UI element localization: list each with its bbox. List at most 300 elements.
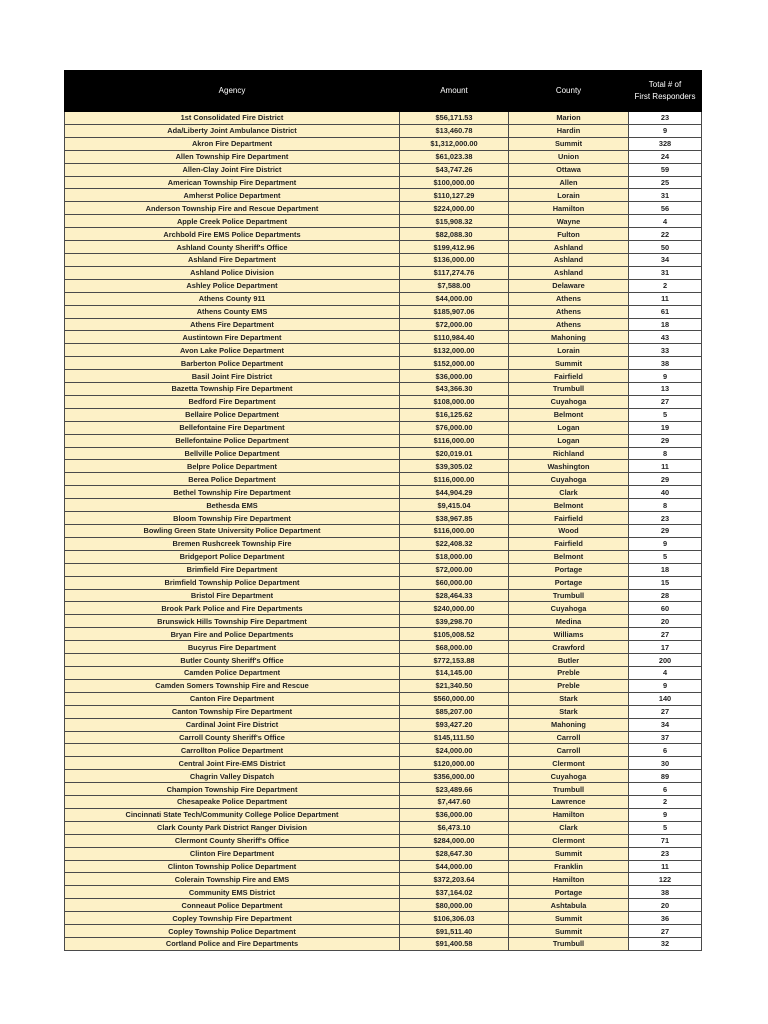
agency-cell: Chagrin Valley Dispatch	[65, 770, 400, 783]
agency-cell: Bellefontaine Police Department	[65, 434, 400, 447]
amount-cell: $9,415.04	[400, 499, 509, 512]
table-row	[65, 486, 702, 499]
responders-cell: 31	[629, 189, 702, 202]
county-cell: Union	[509, 150, 629, 163]
county-cell: Fairfield	[509, 370, 629, 383]
table-row	[65, 731, 702, 744]
responders-cell: 29	[629, 473, 702, 486]
responders-cell: 27	[629, 925, 702, 938]
amount-cell: $24,000.00	[400, 744, 509, 757]
table-row	[65, 886, 702, 899]
county-cell: Cuyahoga	[509, 602, 629, 615]
table-row	[65, 525, 702, 538]
amount-cell: $772,153.88	[400, 654, 509, 667]
table-row	[65, 215, 702, 228]
county-cell: Williams	[509, 628, 629, 641]
responders-cell: 89	[629, 770, 702, 783]
county-cell: Allen	[509, 176, 629, 189]
agency-cell: Bellville Police Department	[65, 447, 400, 460]
county-cell: Logan	[509, 434, 629, 447]
agency-cell: Canton Fire Department	[65, 692, 400, 705]
responders-cell: 2	[629, 279, 702, 292]
county-cell: Belmont	[509, 499, 629, 512]
agency-cell: Copley Township Police Department	[65, 925, 400, 938]
agency-cell: 1st Consolidated Fire District	[65, 112, 400, 125]
county-cell: Richland	[509, 447, 629, 460]
table-header-row	[65, 71, 702, 112]
responders-cell: 24	[629, 150, 702, 163]
responders-cell: 9	[629, 124, 702, 137]
amount-cell: $43,747.26	[400, 163, 509, 176]
amount-cell: $56,171.53	[400, 112, 509, 125]
table-row	[65, 434, 702, 447]
amount-cell: $120,000.00	[400, 757, 509, 770]
agency-cell: Conneaut Police Department	[65, 899, 400, 912]
header-total-responders	[629, 71, 702, 112]
amount-cell: $240,000.00	[400, 602, 509, 615]
agency-cell: Berea Police Department	[65, 473, 400, 486]
responders-cell: 9	[629, 537, 702, 550]
responders-cell: 31	[629, 266, 702, 279]
county-cell: Athens	[509, 305, 629, 318]
agency-cell: Athens County 911	[65, 292, 400, 305]
agency-cell: Cardinal Joint Fire District	[65, 718, 400, 731]
county-cell: Carroll	[509, 731, 629, 744]
responders-cell: 11	[629, 860, 702, 873]
responders-cell: 27	[629, 628, 702, 641]
table-row	[65, 292, 702, 305]
agency-cell: Apple Creek Police Department	[65, 215, 400, 228]
agency-cell: Copley Township Fire Department	[65, 912, 400, 925]
table-row	[65, 654, 702, 667]
county-cell: Summit	[509, 357, 629, 370]
county-cell: Ashtabula	[509, 899, 629, 912]
amount-cell: $372,203.64	[400, 873, 509, 886]
amount-cell: $108,000.00	[400, 395, 509, 408]
table-row	[65, 718, 702, 731]
amount-cell: $82,088.30	[400, 228, 509, 241]
agency-cell: Bellaire Police Department	[65, 408, 400, 421]
table-row	[65, 137, 702, 150]
table-row	[65, 873, 702, 886]
amount-cell: $106,306.03	[400, 912, 509, 925]
responders-cell: 8	[629, 499, 702, 512]
amount-cell: $136,000.00	[400, 253, 509, 266]
amount-cell: $14,145.00	[400, 666, 509, 679]
responders-cell: 18	[629, 318, 702, 331]
agency-cell: Avon Lake Police Department	[65, 344, 400, 357]
agency-cell: Brimfield Township Police Department	[65, 576, 400, 589]
agency-cell: Bridgeport Police Department	[65, 550, 400, 563]
responders-cell: 37	[629, 731, 702, 744]
table-row	[65, 395, 702, 408]
responders-cell: 4	[629, 666, 702, 679]
agency-cell: Ashland Fire Department	[65, 253, 400, 266]
county-cell: Athens	[509, 318, 629, 331]
agency-cell: Butler County Sheriff's Office	[65, 654, 400, 667]
table-row	[65, 473, 702, 486]
county-cell: Trumbull	[509, 938, 629, 951]
amount-cell: $356,000.00	[400, 770, 509, 783]
agency-cell: Colerain Township Fire and EMS	[65, 873, 400, 886]
responders-cell: 29	[629, 434, 702, 447]
amount-cell: $36,000.00	[400, 370, 509, 383]
table-body	[65, 112, 702, 951]
responders-cell: 6	[629, 783, 702, 796]
table-row	[65, 938, 702, 951]
agency-cell: Camden Somers Township Fire and Rescue	[65, 679, 400, 692]
amount-cell: $85,207.00	[400, 705, 509, 718]
responders-cell: 50	[629, 241, 702, 254]
table-row	[65, 370, 702, 383]
county-cell: Summit	[509, 925, 629, 938]
amount-cell: $39,298.70	[400, 615, 509, 628]
county-cell: Portage	[509, 576, 629, 589]
amount-cell: $36,000.00	[400, 808, 509, 821]
agency-cell: Bowling Green State University Police Department	[65, 525, 400, 538]
agency-cell: Chesapeake Police Department	[65, 796, 400, 809]
table-row	[65, 344, 702, 357]
agency-cell: Carrollton Police Department	[65, 744, 400, 757]
responders-cell: 23	[629, 847, 702, 860]
table-row	[65, 279, 702, 292]
responders-cell: 40	[629, 486, 702, 499]
agency-cell: Brook Park Police and Fire Departments	[65, 602, 400, 615]
table-row	[65, 241, 702, 254]
county-cell: Marion	[509, 112, 629, 125]
amount-cell: $28,647.30	[400, 847, 509, 860]
amount-cell: $72,000.00	[400, 563, 509, 576]
amount-cell: $284,000.00	[400, 834, 509, 847]
responders-cell: 9	[629, 808, 702, 821]
table-row	[65, 460, 702, 473]
table-row	[65, 563, 702, 576]
responders-cell: 4	[629, 215, 702, 228]
agency-cell: Austintown Fire Department	[65, 331, 400, 344]
agency-cell: Bloom Township Fire Department	[65, 512, 400, 525]
responders-cell: 140	[629, 692, 702, 705]
county-cell: Trumbull	[509, 383, 629, 396]
table-row	[65, 253, 702, 266]
county-cell: Wayne	[509, 215, 629, 228]
county-cell: Lawrence	[509, 796, 629, 809]
amount-cell: $20,019.01	[400, 447, 509, 460]
responders-cell: 200	[629, 654, 702, 667]
table-row	[65, 666, 702, 679]
amount-cell: $116,000.00	[400, 434, 509, 447]
table-row	[65, 692, 702, 705]
agency-cell: Bethel Township Fire Department	[65, 486, 400, 499]
county-cell: Butler	[509, 654, 629, 667]
county-cell: Summit	[509, 912, 629, 925]
table-row	[65, 163, 702, 176]
responders-cell: 122	[629, 873, 702, 886]
county-cell: Crawford	[509, 641, 629, 654]
table-row	[65, 150, 702, 163]
agency-cell: Bellefontaine Fire Department	[65, 421, 400, 434]
header-amount: Amount	[400, 71, 509, 112]
county-cell: Medina	[509, 615, 629, 628]
county-cell: Ashland	[509, 253, 629, 266]
county-cell: Wood	[509, 525, 629, 538]
amount-cell: $110,984.40	[400, 331, 509, 344]
county-cell: Ashland	[509, 241, 629, 254]
county-cell: Fulton	[509, 228, 629, 241]
responders-cell: 22	[629, 228, 702, 241]
responders-cell: 18	[629, 563, 702, 576]
county-cell: Lorain	[509, 344, 629, 357]
responders-cell: 8	[629, 447, 702, 460]
agency-cell: Bucyrus Fire Department	[65, 641, 400, 654]
county-cell: Mahoning	[509, 718, 629, 731]
table-row	[65, 112, 702, 125]
agency-cell: Amherst Police Department	[65, 189, 400, 202]
amount-cell: $116,000.00	[400, 525, 509, 538]
table-row	[65, 124, 702, 137]
agency-cell: Bazetta Township Fire Department	[65, 383, 400, 396]
responders-cell: 36	[629, 912, 702, 925]
table-row	[65, 899, 702, 912]
table-row	[65, 202, 702, 215]
amount-cell: $132,000.00	[400, 344, 509, 357]
amount-cell: $61,023.38	[400, 150, 509, 163]
amount-cell: $68,000.00	[400, 641, 509, 654]
table-row	[65, 796, 702, 809]
table-row	[65, 821, 702, 834]
amount-cell: $91,511.40	[400, 925, 509, 938]
amount-cell: $39,305.02	[400, 460, 509, 473]
amount-cell: $28,464.33	[400, 589, 509, 602]
table-row	[65, 228, 702, 241]
responders-cell: 38	[629, 357, 702, 370]
header-total-line2: First Responders	[634, 92, 696, 101]
header-agency: Agency	[65, 71, 400, 112]
county-cell: Cuyahoga	[509, 770, 629, 783]
agency-cell: Athens Fire Department	[65, 318, 400, 331]
table-row	[65, 589, 702, 602]
table-row	[65, 266, 702, 279]
agency-cell: Clermont County Sheriff's Office	[65, 834, 400, 847]
agency-cell: Brunswick Hills Township Fire Department	[65, 615, 400, 628]
table-row	[65, 512, 702, 525]
county-cell: Cuyahoga	[509, 473, 629, 486]
table-row	[65, 770, 702, 783]
agency-cell: American Township Fire Department	[65, 176, 400, 189]
amount-cell: $117,274.76	[400, 266, 509, 279]
county-cell: Hamilton	[509, 202, 629, 215]
county-cell: Belmont	[509, 408, 629, 421]
agency-cell: Bryan Fire and Police Departments	[65, 628, 400, 641]
county-cell: Belmont	[509, 550, 629, 563]
agency-cell: Ada/Liberty Joint Ambulance District	[65, 124, 400, 137]
header-total-line1: Total # of	[648, 80, 682, 89]
agency-cell: Clinton Fire Department	[65, 847, 400, 860]
agency-cell: Central Joint Fire-EMS District	[65, 757, 400, 770]
amount-cell: $560,000.00	[400, 692, 509, 705]
agency-cell: Canton Township Fire Department	[65, 705, 400, 718]
responders-cell: 17	[629, 641, 702, 654]
amount-cell: $18,000.00	[400, 550, 509, 563]
responders-cell: 60	[629, 602, 702, 615]
agency-cell: Anderson Township Fire and Rescue Department	[65, 202, 400, 215]
agency-cell: Allen Township Fire Department	[65, 150, 400, 163]
agency-cell: Ashland Police Division	[65, 266, 400, 279]
amount-cell: $72,000.00	[400, 318, 509, 331]
agency-cell: Cincinnati State Tech/Community College Police Department	[65, 808, 400, 821]
amount-cell: $44,904.29	[400, 486, 509, 499]
amount-cell: $199,412.96	[400, 241, 509, 254]
table-row	[65, 912, 702, 925]
county-cell: Hamilton	[509, 873, 629, 886]
responders-cell: 23	[629, 512, 702, 525]
amount-cell: $15,908.32	[400, 215, 509, 228]
county-cell: Stark	[509, 692, 629, 705]
amount-cell: $7,447.60	[400, 796, 509, 809]
agency-cell: Clinton Township Police Department	[65, 860, 400, 873]
table-row	[65, 834, 702, 847]
amount-cell: $37,164.02	[400, 886, 509, 899]
amount-cell: $91,400.58	[400, 938, 509, 951]
responders-cell: 56	[629, 202, 702, 215]
amount-cell: $185,907.06	[400, 305, 509, 318]
table-row	[65, 576, 702, 589]
agency-cell: Athens County EMS	[65, 305, 400, 318]
responders-cell: 33	[629, 344, 702, 357]
responders-cell: 15	[629, 576, 702, 589]
county-cell: Clermont	[509, 834, 629, 847]
amount-cell: $21,340.50	[400, 679, 509, 692]
county-cell: Portage	[509, 886, 629, 899]
table-row	[65, 357, 702, 370]
amount-cell: $6,473.10	[400, 821, 509, 834]
amount-cell: $1,312,000.00	[400, 137, 509, 150]
agency-cell: Ashley Police Department	[65, 279, 400, 292]
agency-cell: Ashland County Sheriff's Office	[65, 241, 400, 254]
table-row	[65, 305, 702, 318]
responders-cell: 5	[629, 550, 702, 563]
responders-cell: 27	[629, 705, 702, 718]
county-cell: Summit	[509, 137, 629, 150]
responders-cell: 19	[629, 421, 702, 434]
responders-cell: 9	[629, 679, 702, 692]
agency-cell: Basil Joint Fire District	[65, 370, 400, 383]
responders-cell: 6	[629, 744, 702, 757]
responders-cell: 34	[629, 718, 702, 731]
county-cell: Preble	[509, 679, 629, 692]
responders-cell: 25	[629, 176, 702, 189]
county-cell: Hamilton	[509, 808, 629, 821]
responders-cell: 30	[629, 757, 702, 770]
table-row	[65, 783, 702, 796]
agency-cell: Champion Township Fire Department	[65, 783, 400, 796]
responders-cell: 34	[629, 253, 702, 266]
county-cell: Lorain	[509, 189, 629, 202]
responders-cell: 2	[629, 796, 702, 809]
agency-cell: Carroll County Sheriff's Office	[65, 731, 400, 744]
amount-cell: $13,460.78	[400, 124, 509, 137]
county-cell: Ottawa	[509, 163, 629, 176]
table-row	[65, 383, 702, 396]
table-row	[65, 847, 702, 860]
responders-cell: 5	[629, 408, 702, 421]
first-responders-table	[64, 70, 702, 951]
county-cell: Preble	[509, 666, 629, 679]
agency-cell: Camden Police Department	[65, 666, 400, 679]
county-cell: Carroll	[509, 744, 629, 757]
agency-cell: Allen-Clay Joint Fire District	[65, 163, 400, 176]
table-row	[65, 189, 702, 202]
county-cell: Summit	[509, 847, 629, 860]
agency-cell: Archbold Fire EMS Police Departments	[65, 228, 400, 241]
table-row	[65, 447, 702, 460]
county-cell: Athens	[509, 292, 629, 305]
table-row	[65, 499, 702, 512]
amount-cell: $43,366.30	[400, 383, 509, 396]
amount-cell: $110,127.29	[400, 189, 509, 202]
responders-cell: 9	[629, 370, 702, 383]
responders-cell: 28	[629, 589, 702, 602]
responders-cell: 71	[629, 834, 702, 847]
amount-cell: $44,000.00	[400, 860, 509, 873]
amount-cell: $16,125.62	[400, 408, 509, 421]
agency-cell: Belpre Police Department	[65, 460, 400, 473]
responders-cell: 59	[629, 163, 702, 176]
responders-cell: 20	[629, 899, 702, 912]
table-row	[65, 744, 702, 757]
county-cell: Fairfield	[509, 537, 629, 550]
agency-cell: Clark County Park District Ranger Division	[65, 821, 400, 834]
table-row	[65, 537, 702, 550]
amount-cell: $80,000.00	[400, 899, 509, 912]
amount-cell: $152,000.00	[400, 357, 509, 370]
table-row	[65, 757, 702, 770]
responders-cell: 29	[629, 525, 702, 538]
amount-cell: $145,111.50	[400, 731, 509, 744]
agency-cell: Bedford Fire Department	[65, 395, 400, 408]
agency-cell: Barberton Police Department	[65, 357, 400, 370]
agency-cell: Bremen Rushcreek Township Fire	[65, 537, 400, 550]
table-row	[65, 421, 702, 434]
table-row	[65, 331, 702, 344]
table-row	[65, 808, 702, 821]
responders-cell: 38	[629, 886, 702, 899]
table-row	[65, 602, 702, 615]
amount-cell: $100,000.00	[400, 176, 509, 189]
responders-cell: 27	[629, 395, 702, 408]
responders-cell: 5	[629, 821, 702, 834]
county-cell: Clermont	[509, 757, 629, 770]
amount-cell: $93,427.20	[400, 718, 509, 731]
table-row	[65, 679, 702, 692]
table-row	[65, 705, 702, 718]
county-cell: Delaware	[509, 279, 629, 292]
agency-cell: Bethesda EMS	[65, 499, 400, 512]
county-cell: Ashland	[509, 266, 629, 279]
table-row	[65, 628, 702, 641]
table-row	[65, 860, 702, 873]
county-cell: Hardin	[509, 124, 629, 137]
amount-cell: $60,000.00	[400, 576, 509, 589]
agency-cell: Cortland Police and Fire Departments	[65, 938, 400, 951]
amount-cell: $76,000.00	[400, 421, 509, 434]
agency-cell: Community EMS District	[65, 886, 400, 899]
agency-cell: Akron Fire Department	[65, 137, 400, 150]
table-row	[65, 641, 702, 654]
amount-cell: $105,008.52	[400, 628, 509, 641]
county-cell: Cuyahoga	[509, 395, 629, 408]
county-cell: Washington	[509, 460, 629, 473]
table-row	[65, 615, 702, 628]
